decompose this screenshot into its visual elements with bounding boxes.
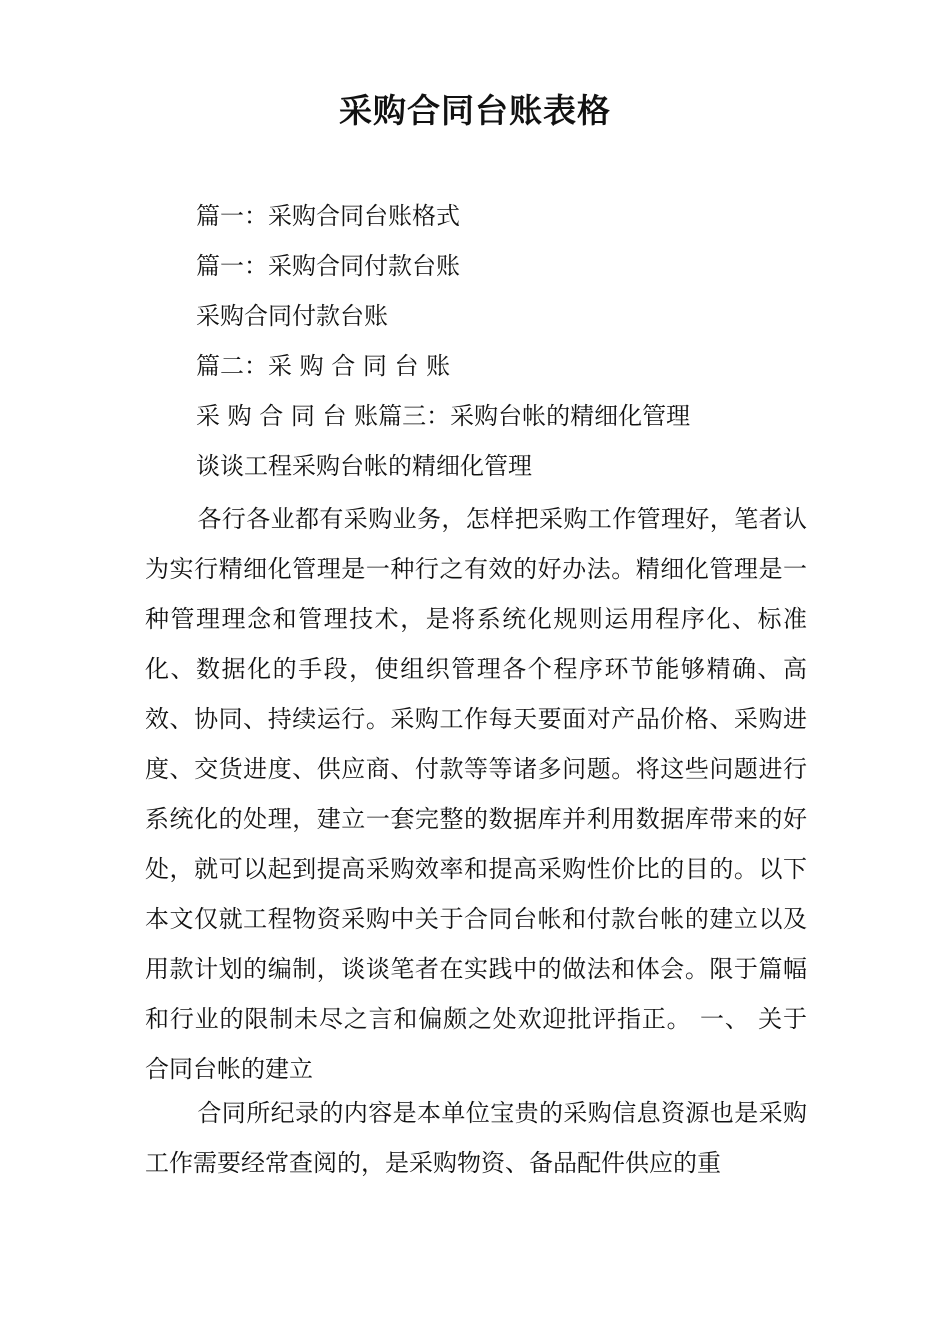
subtitle-line: 谈谈工程采购台帐的精细化管理 bbox=[196, 452, 532, 480]
toc-line-4: 篇二：采 购 合 同 台 账 bbox=[196, 352, 451, 380]
body-paragraph-1 bbox=[145, 494, 807, 1094]
toc-line-5: 采 购 合 同 台 账篇三：采购台帐的精细化管理 bbox=[196, 402, 691, 430]
body-paragraph-2 bbox=[145, 1088, 807, 1188]
toc-line-1: 篇一：采购合同台账格式 bbox=[196, 202, 460, 230]
toc-line-2: 篇一：采购合同付款台账 bbox=[196, 252, 460, 280]
toc-line-3: 采购合同付款台账 bbox=[196, 302, 388, 330]
document-title: 采购合同台账表格 bbox=[339, 91, 611, 130]
paragraph-1-text: 各行各业都有采购业务，怎样把采购工作管理好，笔者认为实行精细化管理是一种行之有效的好办法。精细化管理是一种管理理念和管理技术，是将系统化规则运用程序化、标准化、数据化的手段，使组织管理各个程序环节能够精确、高效、协同、持续运行。采购工作每天要面对产品价格、采购进度、交货进度、供应商、付款等等诸多问题。将这些问题进行系统化的处理，建立一套完整的数据库并利用数据库带来的好处，就可以起到提高采购效率和提高采购性价比的目的。以下本文仅就工程物资采购中关于合同台帐和付款台帐的建立以及用款计划的编制，谈谈笔者在实践中的做法和体会。限于篇幅和行业的限制未尽之言和偏颇之处欢迎批评指正。 一、 关于合同台帐的建立 bbox=[145, 505, 807, 1083]
paragraph-2-text: 合同所纪录的内容是本单位宝贵的采购信息资源也是采购工作需要经常查阅的，是采购物资、备品配件供应的重 bbox=[145, 1099, 807, 1177]
